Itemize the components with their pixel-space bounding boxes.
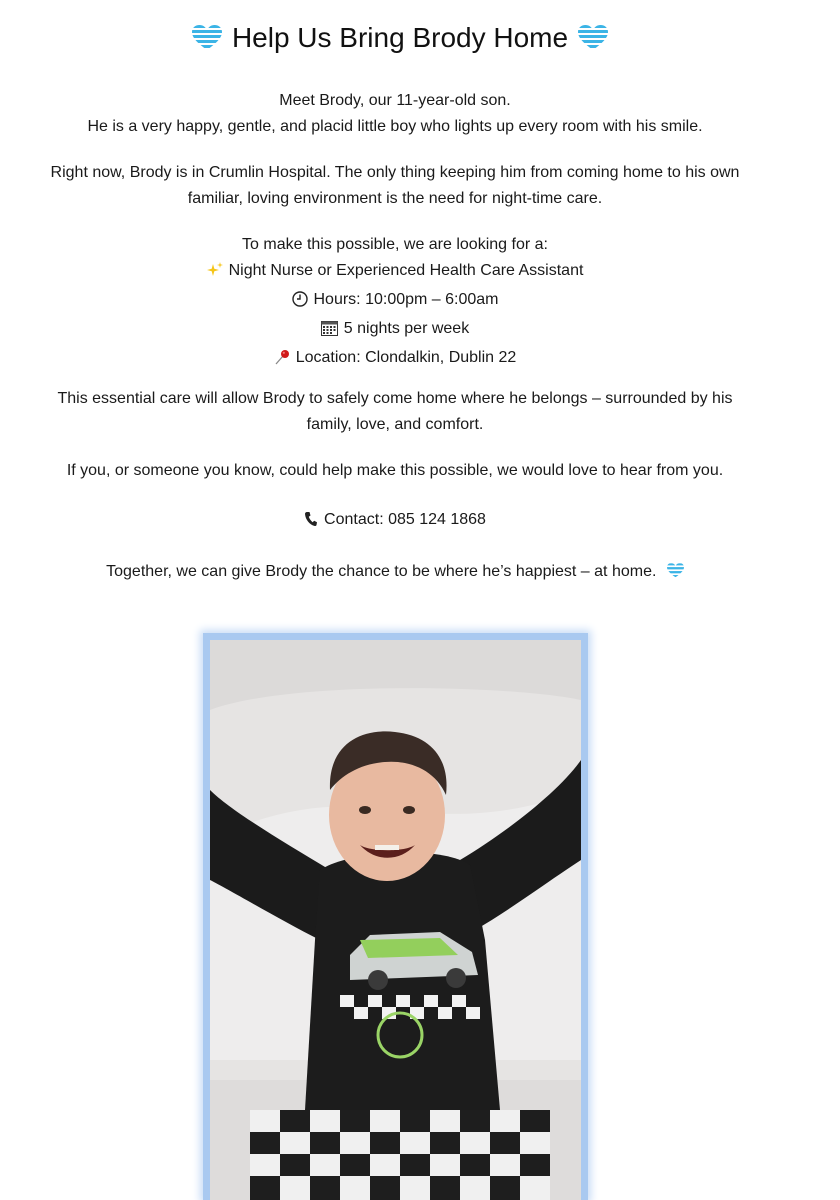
- blue-heart-icon: [578, 25, 608, 51]
- closing-paragraph: [0, 559, 790, 587]
- clock-icon: [292, 290, 308, 316]
- request-hours-line: [0, 287, 790, 316]
- intro-line-1: Meet Brody, our 11-year-old son.: [279, 92, 511, 109]
- page-title: [0, 22, 800, 54]
- title-text: Help Us Bring Brody Home: [231, 22, 569, 53]
- brody-photo-illustration: [210, 640, 581, 1200]
- request-role-line: [0, 258, 790, 287]
- impact-line-1: This essential care will allow Brody to safely come home where he belongs – surrounded by his: [57, 390, 733, 407]
- request-nights-line: [0, 316, 790, 345]
- contact-row: [0, 507, 790, 536]
- blue-heart-icon: [667, 561, 684, 587]
- intro-line-2: He is a very happy, gentle, and placid little boy who lights up every room with his smile.: [87, 118, 703, 135]
- request-location-line: [0, 345, 790, 374]
- red-pin-icon: [274, 348, 290, 374]
- calendar-icon: [321, 319, 338, 345]
- contact-text: Contact: 085 124 1868: [324, 511, 486, 528]
- request-hours: Hours: 10:00pm – 6:00am: [313, 291, 499, 308]
- photo-frame: [203, 633, 588, 1200]
- request-nights: 5 nights per week: [343, 320, 470, 337]
- impact-paragraph: [0, 386, 790, 438]
- impact-line-2: family, love, and comfort.: [306, 416, 484, 433]
- closing-row: [0, 559, 790, 587]
- request-role: Night Nurse or Experienced Health Care Assistant: [228, 262, 584, 279]
- appeal-text: If you, or someone you know, could help make this possible, we would love to hear from you.: [66, 462, 724, 479]
- request-section: [0, 232, 790, 374]
- situation-line-2: familiar, loving environment is the need for night-time care.: [187, 190, 603, 207]
- appeal-paragraph: [0, 458, 790, 484]
- blue-heart-icon: [192, 25, 222, 51]
- contact-line: [0, 507, 790, 536]
- closing-text: Together, we can give Brody the chance to be where he’s happiest – at home.: [106, 563, 657, 580]
- situation-paragraph: [0, 160, 790, 212]
- brody-photo: [210, 640, 581, 1200]
- phone-icon: [304, 510, 318, 536]
- intro-paragraph: [0, 88, 790, 140]
- situation-line-1: Right now, Brody is in Crumlin Hospital. The only thing keeping him from coming home to his own: [50, 164, 740, 181]
- request-lead: To make this possible, we are looking for a:: [242, 236, 548, 253]
- sparkles-icon: [207, 261, 223, 287]
- request-location: Location: Clondalkin, Dublin 22: [295, 349, 517, 366]
